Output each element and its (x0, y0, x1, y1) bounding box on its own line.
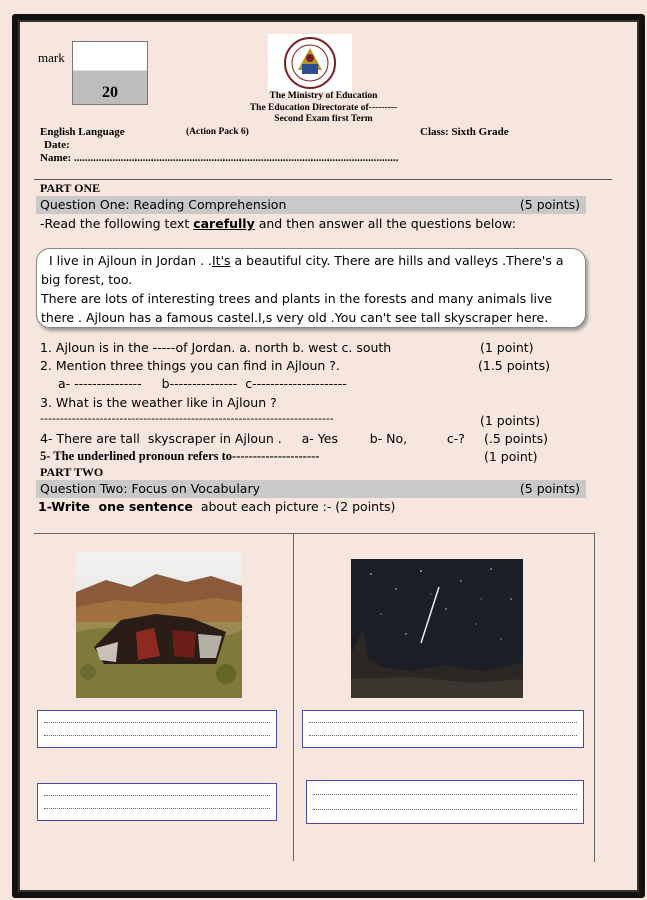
header-divider (34, 179, 612, 180)
question-1: 1. Ajloun is in the -----of Jordan. a. north b. west c. south (40, 340, 392, 355)
night-sky-meteor-picture (351, 559, 523, 698)
question-5-points: (1 point) (484, 449, 538, 464)
reading-instruction: -Read the following text carefully and then answer all the questions below: (40, 216, 516, 231)
underlined-pronoun: It's (211, 253, 231, 268)
question-one-points: (5 points) (519, 197, 580, 212)
vocabulary-task: 1-Write one sentence about each picture :- (2 points) (38, 499, 396, 514)
question-4-points: (.5 points) (484, 431, 549, 446)
reading-passage (36, 248, 586, 328)
picture-1-answer-box-1[interactable] (37, 710, 277, 748)
part-one-title: PART ONE (40, 181, 101, 195)
question-two-points: (5 points) (519, 481, 580, 496)
picture-divider (293, 533, 294, 861)
ministry-title: The Ministry of Education (269, 91, 378, 101)
question-3-points: (1 points) (480, 413, 541, 428)
class-label: Class: Sixth Grade (420, 126, 509, 138)
question-2-points: (1.5 points) (478, 358, 550, 373)
exam-term: Second Exam first Term (274, 114, 373, 124)
question-3: 3. What is the weather like in Ajloun ? (40, 395, 277, 410)
ministry-logo-icon (268, 34, 352, 92)
picture-2-answer-box-1[interactable] (302, 710, 584, 748)
question-one-title: Question One: Reading Comprehension (40, 197, 287, 212)
book-label: (Action Pack 6) (186, 127, 249, 137)
picture-1-answer-box-2[interactable] (37, 783, 277, 821)
question-2-answer-blanks[interactable]: a- --------------- b--------------- c--------------------- (58, 376, 347, 391)
question-2: 2. Mention three things you can find in Ajloun ?. (40, 358, 340, 373)
question-3-answer-line[interactable]: -------------------------------------------------------------------------- (40, 412, 334, 425)
question-4: 4- There are tall skyscraper in Ajloun . a- Yes b- No, c-? (40, 431, 465, 446)
directorate-line: The Education Directorate of--------- (249, 103, 398, 113)
part-two-title: PART TWO (40, 465, 104, 479)
question-two-bar (36, 480, 586, 498)
mark-label: mark (38, 50, 65, 65)
picture-2-answer-box-2[interactable] (306, 780, 584, 824)
question-two-title: Question Two: Focus on Vocabulary (40, 481, 261, 496)
passage-paragraph-1: I live in Ajloun in Jordan . .It's a beautiful city. There are hills and valleys .There's a big forest, too. (41, 253, 564, 287)
passage-paragraph-2: There are lots of interesting trees and plants in the forests and many animals live there . Ajloun has a famous castel.I,s very old .You can't see tall skyscraper here. (41, 291, 553, 325)
subject-label: English Language (40, 126, 125, 138)
date-label: Date: (44, 139, 70, 151)
mark-score: 20 (102, 84, 118, 101)
question-1-points: (1 point) (480, 340, 534, 355)
question-one-bar (36, 196, 586, 214)
question-5: 5- The underlined pronoun refers to--------------------- (40, 449, 320, 463)
name-field[interactable]: Name: ...................................................................................................................... (40, 152, 399, 164)
bedouin-tent-picture (76, 552, 242, 698)
